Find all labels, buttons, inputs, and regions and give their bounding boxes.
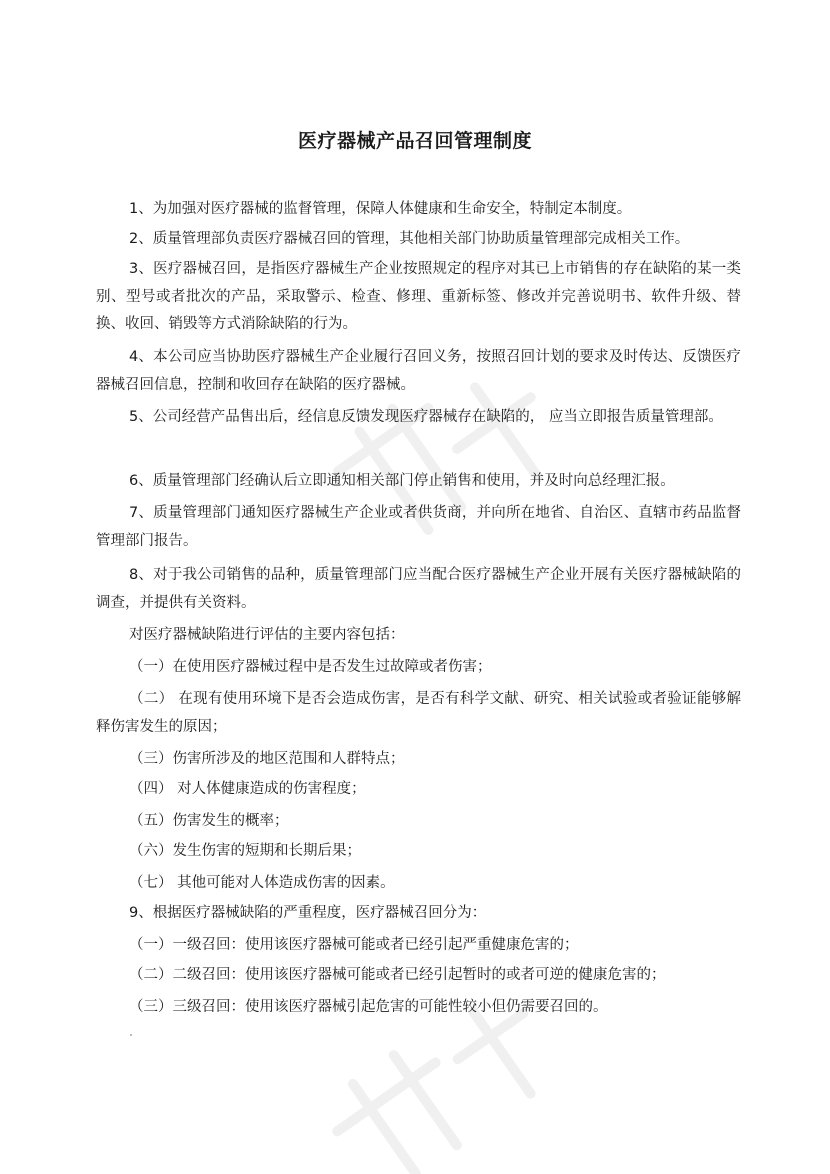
evaluation-item-6: （六）发生伤害的短期和长期后果； (129, 843, 361, 859)
document-title: 医疗器械产品召回管理制度 (297, 130, 532, 152)
evaluation-item-7: （七） 其他可能对人体造成伤害的因素。 (129, 875, 395, 891)
paragraph-9: 9、根据医疗器械缺陷的严重程度，医疗器械召回分为： (129, 905, 487, 921)
paragraph-2: 2、质量管理部负责医疗器械召回的管理，其他相关部门协助质量管理部完成相关工作。 (129, 231, 690, 247)
evaluation-intro: 对医疗器械缺陷进行评估的主要内容包括： (129, 627, 405, 643)
recall-level-1: （一）一级召回：使用该医疗器械可能或者已经引起严重健康危害的； (129, 937, 579, 953)
evaluation-item-5: （五）伤害发生的概率； (129, 813, 289, 829)
paragraph-1: 1、为加强对医疗器械的监督管理，保障人体健康和生命安全，特制定本制度。 (129, 201, 632, 217)
evaluation-item-2: （二） 在现有使用环境下是否会造成伤害，是否有科学文献、研究、相关试验或者验证能够解释伤害发生的原因； (96, 691, 741, 735)
paragraph-4: 4、本公司应当协助医疗器械生产企业履行召回义务，按照召回计划的要求及时传达、反馈医疗器械召回信息，控制和收回存在缺陷的医疗器械。 (96, 349, 741, 393)
page-dot (130, 1034, 132, 1036)
paragraph-3: 3、医疗器械召回，是指医疗器械生产企业按照规定的程序对其已上市销售的存在缺陷的某一类别、型号或者批次的产品，采取警示、检查、修理、重新标签、修改并完善说明书、软件升级、替换、收回、销毁等方式消除缺陷的行为。 (96, 261, 741, 332)
paragraph-5: 5、公司经营产品售出后，经信息反馈发现医疗器械存在缺陷的， 应当立即报告质量管理部。 (129, 409, 723, 425)
paragraph-8: 8、对于我公司销售的品种，质量管理部门应当配合医疗器械生产企业开展有关医疗器械缺陷的调查，并提供有关资料。 (96, 567, 741, 611)
recall-level-2: （二）二级召回：使用该医疗器械可能或者已经引起暂时的或者可逆的健康危害的； (129, 967, 666, 983)
evaluation-item-1: （一）在使用医疗器械过程中是否发生过故障或者伤害； (129, 659, 492, 675)
recall-level-3: （三）三级召回：使用该医疗器械引起危害的可能性较小但仍需要召回的。 (129, 999, 608, 1015)
evaluation-item-3: （三）伤害所涉及的地区范围和人群特点； (129, 751, 405, 767)
evaluation-item-4: （四） 对人体健康造成的伤害程度； (129, 781, 366, 797)
paragraph-6: 6、质量管理部门经确认后立即通知相关部门停止销售和使用，并及时向总经理汇报。 (129, 473, 675, 489)
paragraph-7: 7、质量管理部门通知医疗器械生产企业或者供货商，并向所在地省、自治区、直辖市药品监督管理部门报告。 (96, 505, 741, 549)
